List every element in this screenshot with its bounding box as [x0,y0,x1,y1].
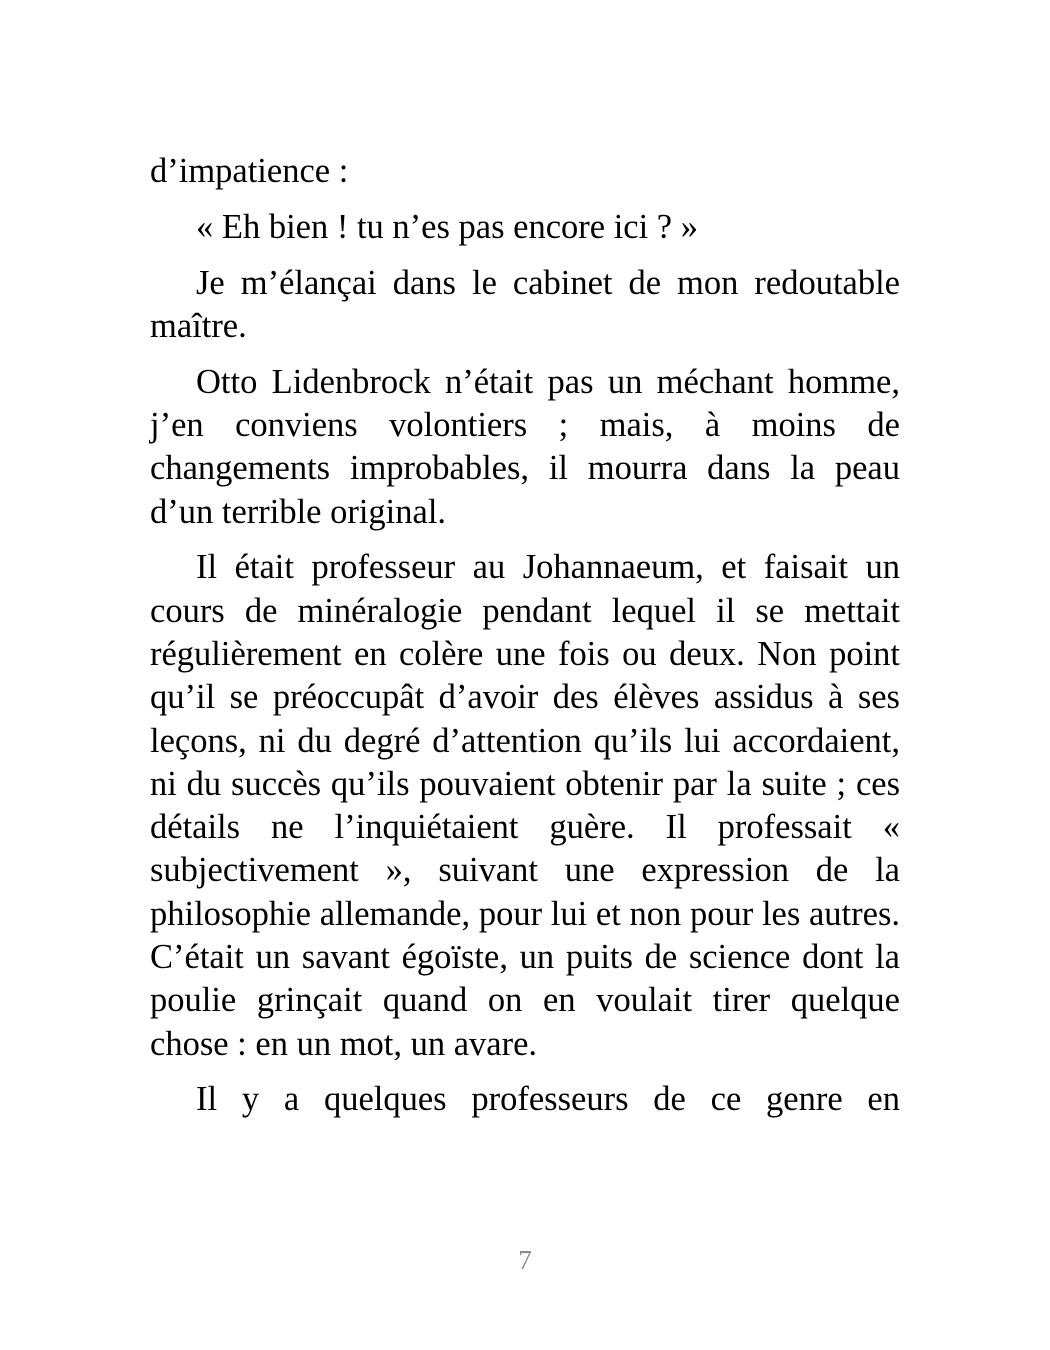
page-number: 7 [518,1245,532,1275]
paragraph: Je m’élançai dans le cabinet de mon redoutable maître. [150,263,900,345]
paragraph: Otto Lidenbrock n’était pas un méchant homme, j’en conviens volontiers ; mais, à moins de changements improbables, il mourra dans la peau d’un terrible original. [150,362,900,531]
body-text [150,150,900,1122]
paragraph-continued: Il y a quelques professeurs de ce genre en [196,1080,900,1119]
paragraph: Il était professeur au Johannaeum, et faisait un cours de minéralogie pendant lequel il se mettait régulièrement en colère une fois ou deux. Non point qu’il se préoccupât d’avoir des élèves assidus à ses leçons, ni du degré d’attention qu’ils lui accordaient, ni du succès qu’ils pouvaient obtenir par la suite ; ces détails ne l’inquiétaient guère. Il professait « subjectivement », suivant une expression de la philosophie allemande, pour lui et non pour les autres. C’était un savant égoïste, un puits de science dont la poulie grinçait quand on en voulait tirer quelque chose : en un mot, un avare. [150,548,900,1063]
paragraph-continuation: d’impatience : [150,152,349,190]
paragraph-quote: « Eh bien ! tu n’es pas encore ici ? » [196,207,698,246]
